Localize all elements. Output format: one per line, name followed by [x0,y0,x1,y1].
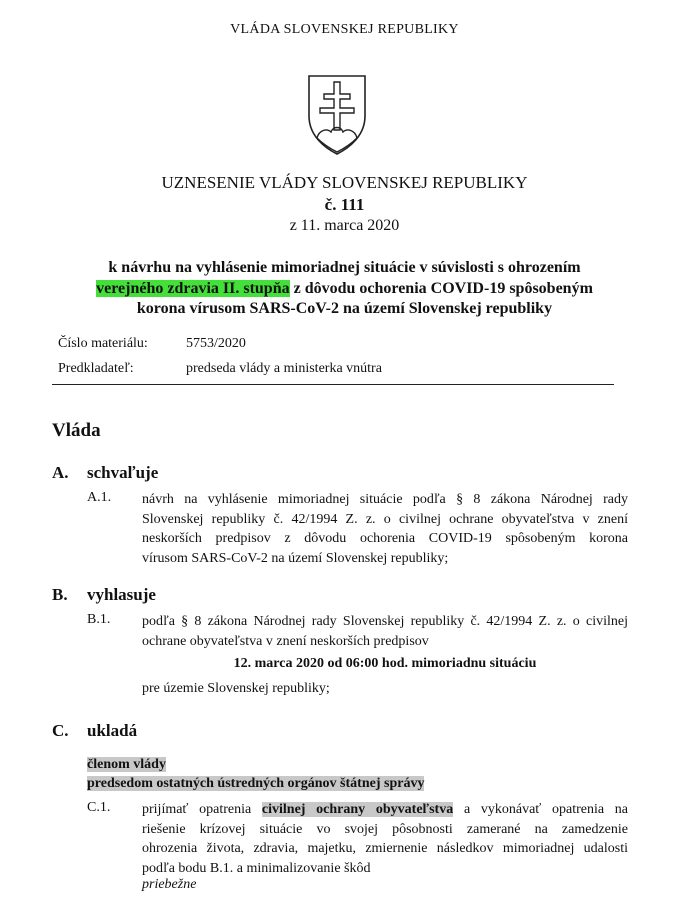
subject-line-2-rest: z dôvodu ochorenia COVID-19 spôsobeným [289,280,593,297]
submitter-value: predseda vlády a ministerka vnútra [186,361,382,376]
addressee-heads: predsedom ostatných ústredných orgánov štátnej správy [87,776,425,791]
item-a1-text [142,490,628,568]
addressees [87,755,424,793]
deadline: priebežne [142,877,197,892]
resolution-date: z 11. marca 2020 [289,217,400,234]
item-b1-after: pre územie Slovenskej republiky; [142,681,330,696]
text-line: neskorších predpisov z dôvodu ochorenia COVID-19 spôsobeným korona [142,531,628,546]
resolution-number: č. 111 [324,195,365,214]
item-b1-text [142,612,628,651]
text-line: ohrozenia života, zdravia, majetku, zmiernenie následkov mimoriadnej udalosti [142,841,628,856]
text-line: Slovenskej republiky č. 42/1994 Z. z. o civilnej ochrane obyvateľstva v znení [142,511,628,527]
section-b-letter: B. [52,585,68,604]
slovak-coat-of-arms-icon [305,72,369,156]
text-segment: prijímať opatrenia [142,802,262,817]
text-line: podľa bodu B.1. a minimalizovanie škôd [142,860,371,876]
government-name: VLÁDA SLOVENSKEJ REPUBLIKY [230,22,459,37]
text-line [142,800,628,820]
section-c-title: ukladá [87,721,138,740]
item-a1-number: A.1. [87,490,112,505]
section-a-letter: A. [52,463,69,482]
material-label: Číslo materiálu: [58,336,148,351]
section-c-letter: C. [52,721,69,740]
item-c1-number: C.1. [87,800,111,815]
section-a-title: schvaľuje [87,463,159,482]
text-line: podľa § 8 zákona Národnej rady Slovenskej republiky č. 42/1994 Z. z. o civilnej [142,614,628,629]
subject-line-2 [0,280,689,298]
submitter-label: Predkladateľ: [58,361,134,376]
text-line: vírusom SARS-CoV-2 na území Slovenskej republiky; [142,550,449,566]
emphasis-line: 12. marca 2020 od 06:00 hod. mimoriadnu situáciu [233,656,537,671]
item-c1-text [142,800,628,878]
highlighted-text: verejného zdravia II. stupňa [96,280,290,297]
highlighted-text: civilnej ochrany obyvateľstva [261,802,454,817]
text-line: riešenie krízovej situácie vo svojej pôsobnosti zamerané na zamedzenie [142,821,628,837]
text-line: ochrane obyvateľstva v znení neskorších predpisov [142,633,429,649]
divider [52,384,614,385]
resolution-title: UZNESENIE VLÁDY SLOVENSKEJ REPUBLIKY [161,173,528,192]
subject-line-3: korona vírusom SARS-CoV-2 na území Slovenskej republiky [136,300,553,317]
addressee-members: členom vlády [87,757,166,772]
section-b-title: vyhlasuje [87,585,156,604]
text-segment: a vykonávať opatrenia na [453,802,628,817]
text-line: návrh na vyhlásenie mimoriadnej situácie podľa § 8 zákona Národnej rady [142,492,628,507]
material-value: 5753/2020 [186,336,246,351]
body-heading: Vláda [52,420,101,441]
item-b1-number: B.1. [87,612,111,627]
subject-line-1: k návrhu na vyhlásenie mimoriadnej situácie v súvislosti s ohrozením [108,259,581,276]
